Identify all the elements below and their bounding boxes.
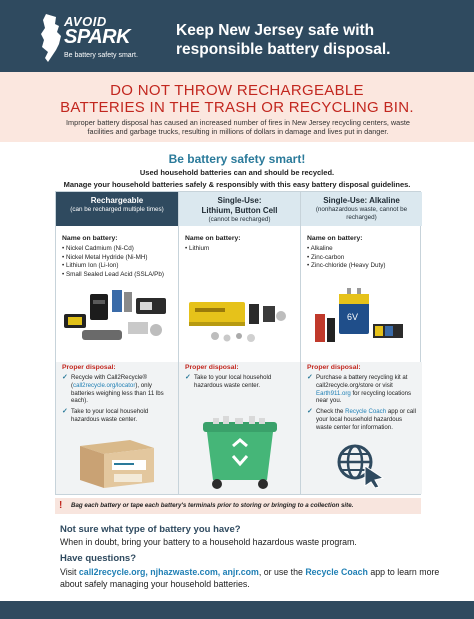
header-banner (0, 0, 474, 72)
column-subtitle: (can be recharged multiple times) (70, 206, 164, 213)
logo-tagline: Be battery safety smart. (64, 52, 138, 59)
warning-title-line1: DO NOT THROW RECHARGEABLE (110, 82, 364, 99)
column-title: Rechargeable (90, 196, 144, 205)
warning-title (0, 82, 474, 116)
smart-subtitle-1: Used household batteries can and should be recycled. (139, 168, 335, 177)
faq-question-1: Not sure what type of battery you have? (60, 524, 241, 535)
earth911-link[interactable]: Earth911.org (316, 389, 351, 397)
checkmark-icon: ✓ (307, 374, 313, 381)
disposal-item: ✓ Take to your local household hazardous waste center. (185, 374, 272, 389)
resource-links[interactable]: call2recycle.org, njhazwaste.com, anjr.com (78, 567, 259, 577)
disposal-item: ✓ Check the Recycle Coach app or call your local household hazardous waste center for information. (307, 408, 416, 431)
recycling-box-image (70, 432, 164, 490)
avoid-the-spark-logo (40, 12, 152, 64)
exclamation-icon: ! (59, 500, 63, 511)
disposal-list (307, 374, 419, 435)
column-single-use-alkaline (300, 192, 422, 494)
rechargeable-batteries-image (62, 284, 172, 350)
proper-disposal-label: Proper disposal: (307, 364, 361, 371)
list-item: • Zinc-carbon (307, 253, 345, 261)
web-globe-cursor-icon (335, 442, 387, 488)
faq-answer-1: When in doubt, bring your battery to a household hazardous waste program. (60, 537, 357, 547)
battery-names-list (307, 245, 419, 271)
proper-disposal-label: Proper disposal: (62, 364, 116, 371)
list-item: • Small Sealed Lead Acid (SSLA/Pb) (62, 270, 164, 278)
checkmark-icon: ✓ (62, 408, 68, 416)
recycle-coach-app-link[interactable]: Recycle Coach (305, 567, 368, 577)
warning-text: Improper battery disposal has caused an increased number of fires in New Jersey recycling centers, waste facilities and garbage trucks, resulting in millions of dollars in damage and lives put in danger. (66, 118, 410, 137)
column-subtitle: (nonhazardous waste, cannot be recharged) (315, 206, 408, 221)
list-item: • Lithium (185, 245, 210, 252)
smart-subtitle-2: Manage your household batteries safely & responsibly with this easy battery disposal guidelines. (63, 180, 411, 189)
checkmark-icon: ✓ (185, 374, 191, 381)
recycling-bin-image (193, 414, 287, 490)
disposal-item: ✓ Take to your local household hazardous waste center. (62, 408, 149, 423)
battery-tip-bar (55, 498, 421, 514)
column-title: Single-Use: Lithium, Button Cell (201, 196, 278, 215)
column-subtitle: (cannot be recharged) (208, 216, 271, 223)
disposal-list (62, 374, 174, 427)
battery-names-list (185, 245, 297, 254)
proper-disposal-label: Proper disposal: (185, 364, 239, 371)
column-header (301, 192, 422, 226)
column-title: Single-Use: Alkaline (323, 196, 400, 205)
page-title: Keep New Jersey safe with responsible battery disposal. (176, 22, 391, 58)
disposal-item: ✓ Recycle with Call2Recycle® (call2recycle.org/locator), only batteries weighing less than 11 lbs each). (62, 374, 164, 405)
faq-question-2: Have questions? (60, 553, 137, 564)
recycle-coach-link[interactable]: Recycle Coach (345, 408, 387, 416)
checkmark-icon: ✓ (307, 408, 313, 416)
lithium-batteries-image (185, 284, 295, 350)
logo-spark-text: SPARK (64, 26, 131, 48)
column-header (179, 192, 300, 226)
battery-names-list (62, 245, 174, 279)
list-item: • Lithium Ion (Li-Ion) (62, 262, 119, 270)
column-header (56, 192, 178, 226)
battery-voltage-label: 6V (347, 312, 359, 322)
name-on-battery-label: Name on battery: (62, 235, 118, 242)
battery-type-grid (55, 191, 421, 495)
list-item: • Nickel Metal Hydride (Ni-MH) (62, 253, 148, 261)
warning-section (0, 72, 474, 142)
footer-bar (0, 601, 474, 619)
column-single-use-lithium (178, 192, 300, 494)
list-item: • Alkaline (307, 245, 333, 252)
warning-title-line2: BATTERIES IN THE TRASH OR RECYCLING BIN. (60, 99, 414, 116)
logo-avoid-text: AVOID (64, 14, 107, 29)
call2recycle-locator-link[interactable]: call2recycle.org/locator (73, 381, 136, 389)
disposal-item: ✓ Purchase a battery recycling kit at call2recycle.org/store or visit Earth911.org for recycling locations near you. (307, 374, 412, 405)
new-jersey-map-icon (40, 14, 62, 62)
list-item: • Nickel Cadmium (Ni-Cd) (62, 245, 134, 252)
alkaline-batteries-image (307, 284, 417, 350)
list-item: • Zinc-chloride (Heavy Duty) (307, 262, 386, 270)
name-on-battery-label: Name on battery: (307, 235, 363, 242)
smart-title: Be battery safety smart! (168, 152, 306, 166)
disposal-list (185, 374, 297, 393)
faq-answer-2: Visit call2recycle.org, njhazwaste.com, anjr.com, or use the Recycle Coach app to learn more about safely managing your household batteries. (60, 567, 440, 589)
checkmark-icon: ✓ (62, 374, 68, 381)
column-rechargeable (56, 192, 178, 494)
tip-text: Bag each battery or tape each battery's terminals prior to storing or bringing to a collection site. (71, 502, 354, 509)
name-on-battery-label: Name on battery: (185, 235, 241, 242)
